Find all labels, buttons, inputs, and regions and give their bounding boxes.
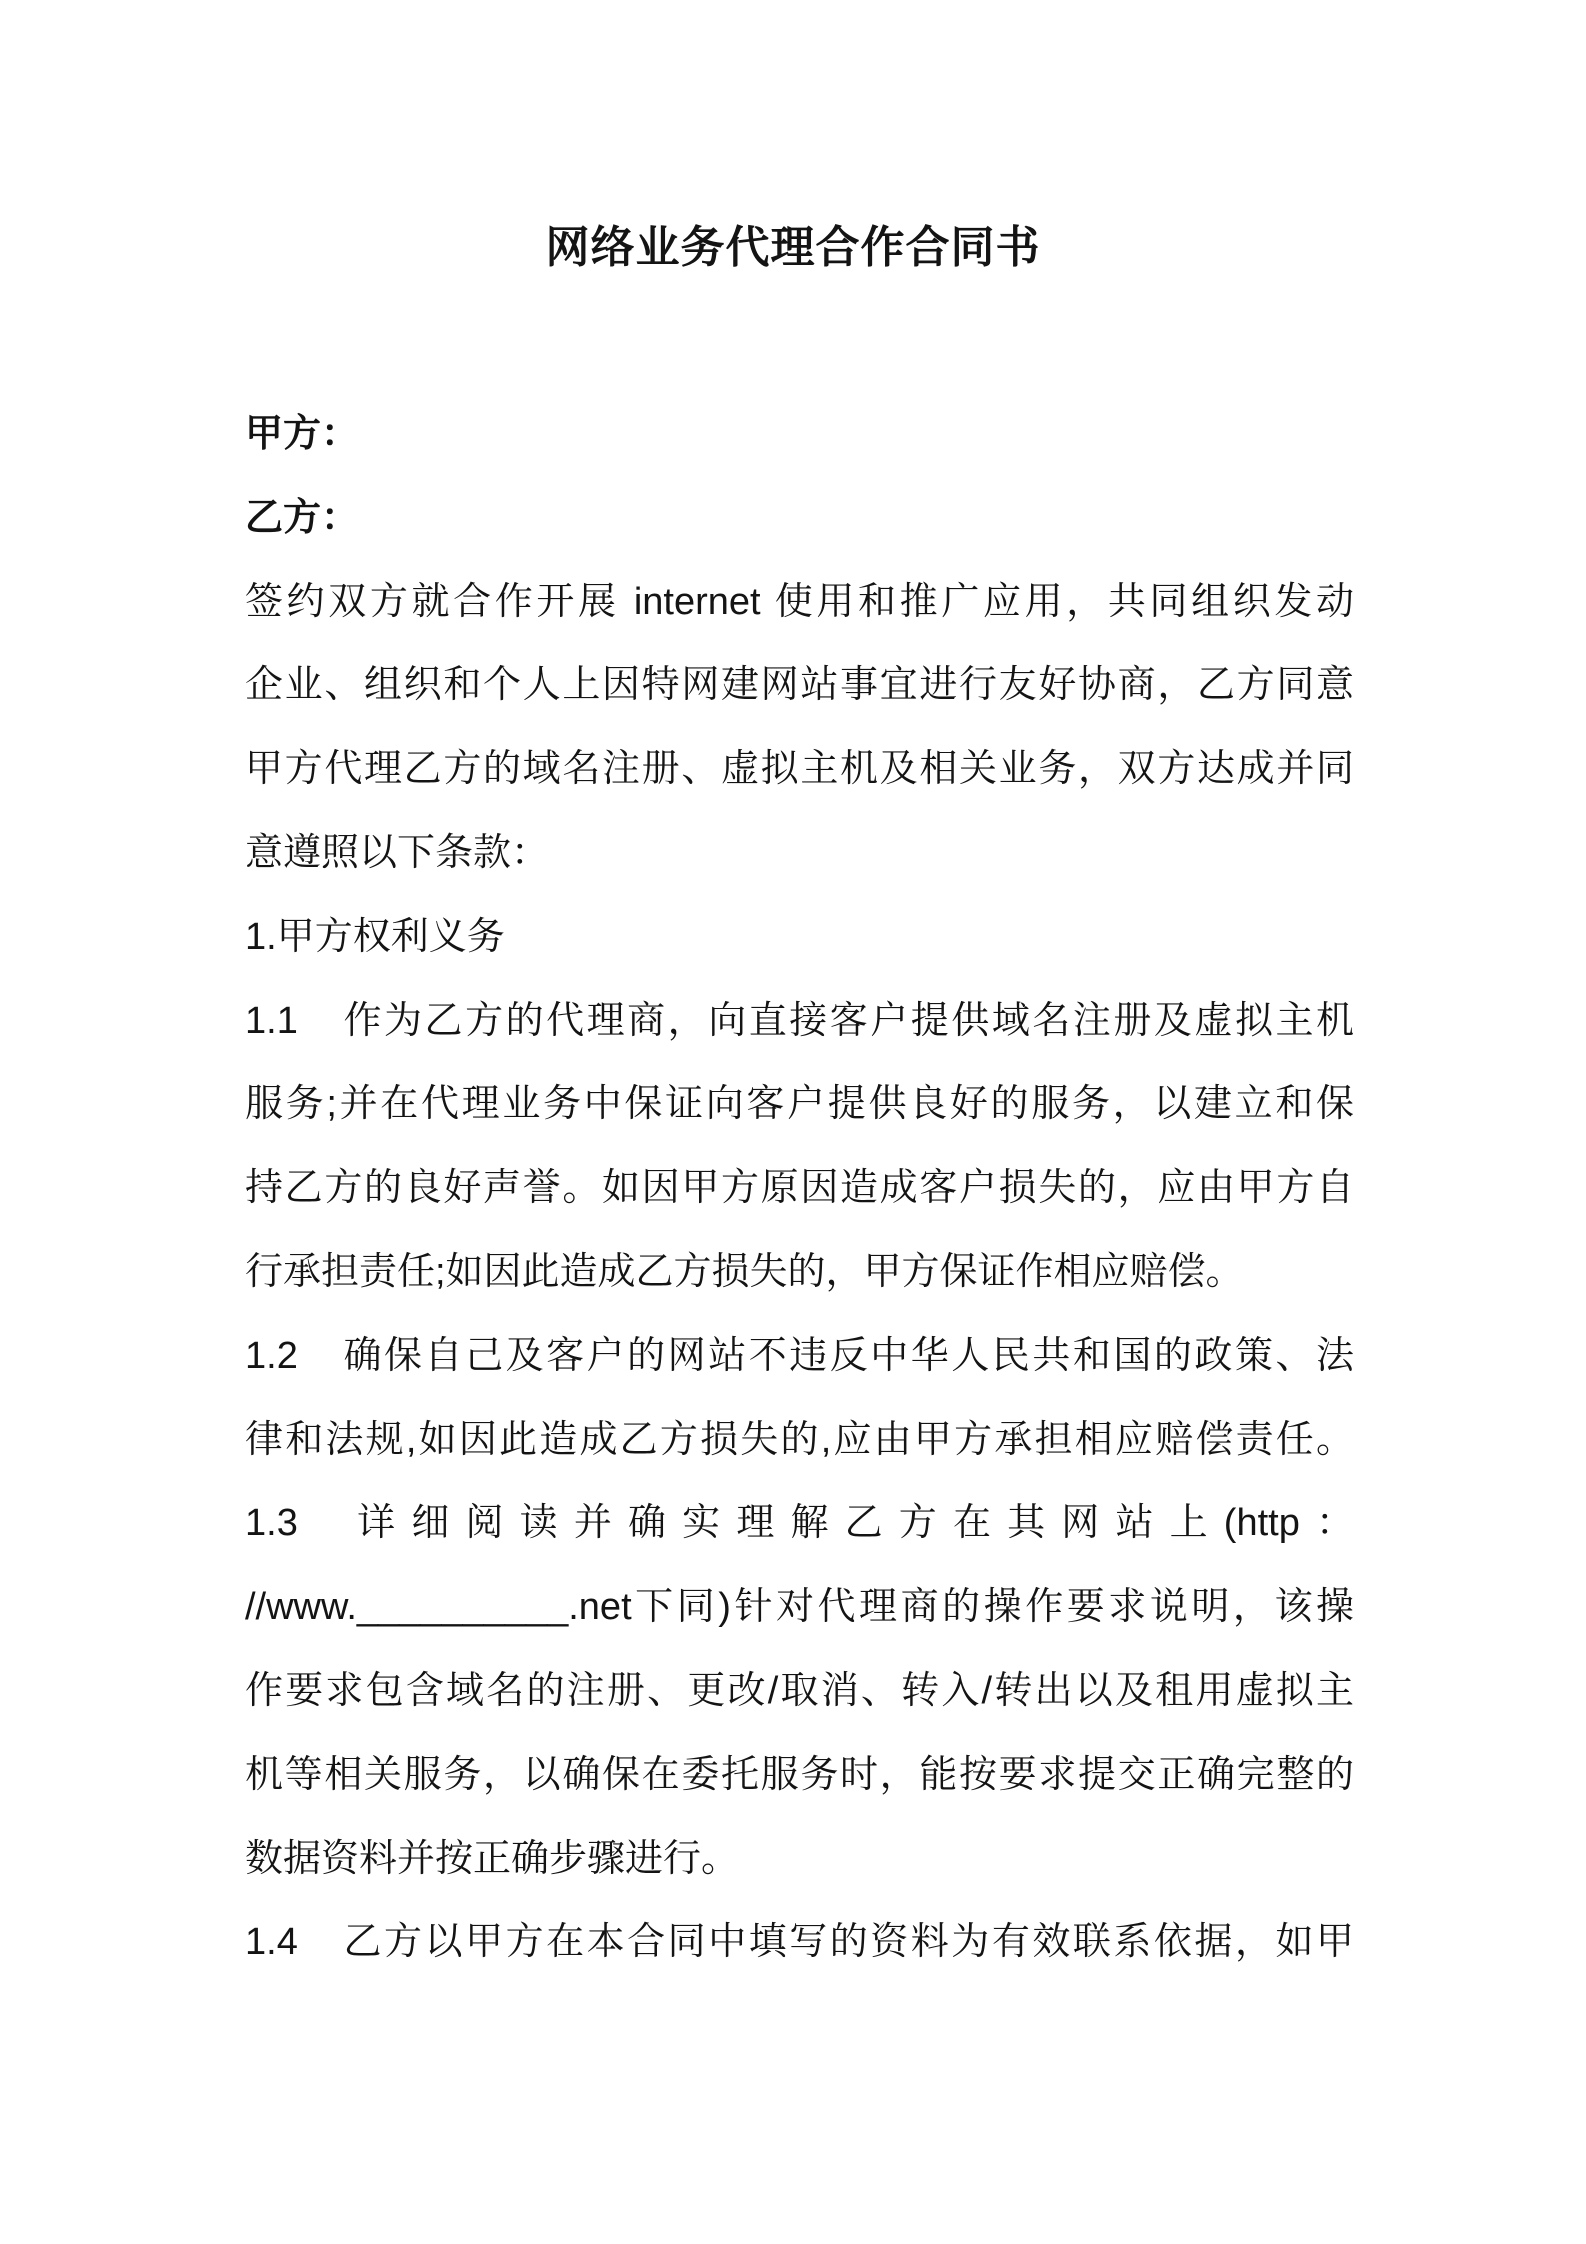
- clause-line: //www.__________.net下同)针对代理商的操作要求说明，该操: [245, 1586, 1354, 1629]
- intro-line: 企业、组织和个人上因特网建网站事宜进行友好协商，乙方同意: [245, 664, 1354, 707]
- intro-line: 签约双方就合作开展 internet 使用和推广应用，共同组织发动: [245, 580, 1354, 623]
- clause-text: 作为乙方的代理商，向直接客户提供域名注册及虚拟主机: [341, 999, 1354, 1042]
- clause-line: [245, 980, 1354, 1064]
- clause-line: [245, 1901, 1354, 1985]
- clause-1-2: [245, 1315, 1354, 1483]
- clause-1-1: [245, 980, 1354, 1315]
- clause-text: 确保自己及客户的网站不违反中华人民共和国的政策、法: [341, 1334, 1354, 1377]
- intro-line: 甲方代理乙方的域名注册、虚拟主机及相关业务，双方达成并同: [245, 748, 1354, 791]
- party-b-label: 乙方：: [245, 496, 360, 539]
- clause-line: [245, 1315, 1354, 1399]
- clause-line: [245, 1482, 1354, 1566]
- clause-line: 服务;并在代理业务中保证向客户提供良好的服务，以建立和保: [245, 1083, 1354, 1126]
- clause-line: 持乙方的良好声誉。如因甲方原因造成客户损失的，应由甲方自: [245, 1167, 1354, 1210]
- clause-number: 1.2: [245, 1334, 298, 1377]
- clause-line: 数据资料并按正确步骤进行。: [245, 1837, 740, 1880]
- clause-1-4: [245, 1901, 1354, 1985]
- clause-line: 作要求包含域名的注册、更改/取消、转入/转出以及租用虚拟主: [245, 1669, 1354, 1712]
- clause-line: 行承担责任;如因此造成乙方损失的，甲方保证作相应赔偿。: [245, 1250, 1244, 1293]
- clause-number: 1.1: [245, 999, 298, 1042]
- clause-number: 1.3: [245, 1502, 298, 1545]
- intro-line: 意遵照以下条款：: [245, 831, 550, 874]
- clause-number: 1.4: [245, 1921, 298, 1964]
- document-body: [245, 393, 1354, 1985]
- clause-1-3: [245, 1482, 1354, 1901]
- document-title: 网络业务代理合作合同书: [545, 223, 1041, 272]
- section-heading: 1.甲方权利义务: [245, 915, 505, 958]
- clause-line: 律和法规,如因此造成乙方损失的,应由甲方承担相应赔偿责任。: [245, 1418, 1354, 1461]
- party-a-label: 甲方：: [245, 413, 360, 455]
- intro-paragraph: [245, 561, 1354, 896]
- clause-line: 机等相关服务，以确保在委托服务时，能按要求提交正确完整的: [245, 1753, 1354, 1796]
- clause-text: 详细阅读并确实理解乙方在其网站上(http：: [341, 1502, 1354, 1545]
- clause-text: 乙方以甲方在本合同中填写的资料为有效联系依据，如甲: [341, 1921, 1354, 1964]
